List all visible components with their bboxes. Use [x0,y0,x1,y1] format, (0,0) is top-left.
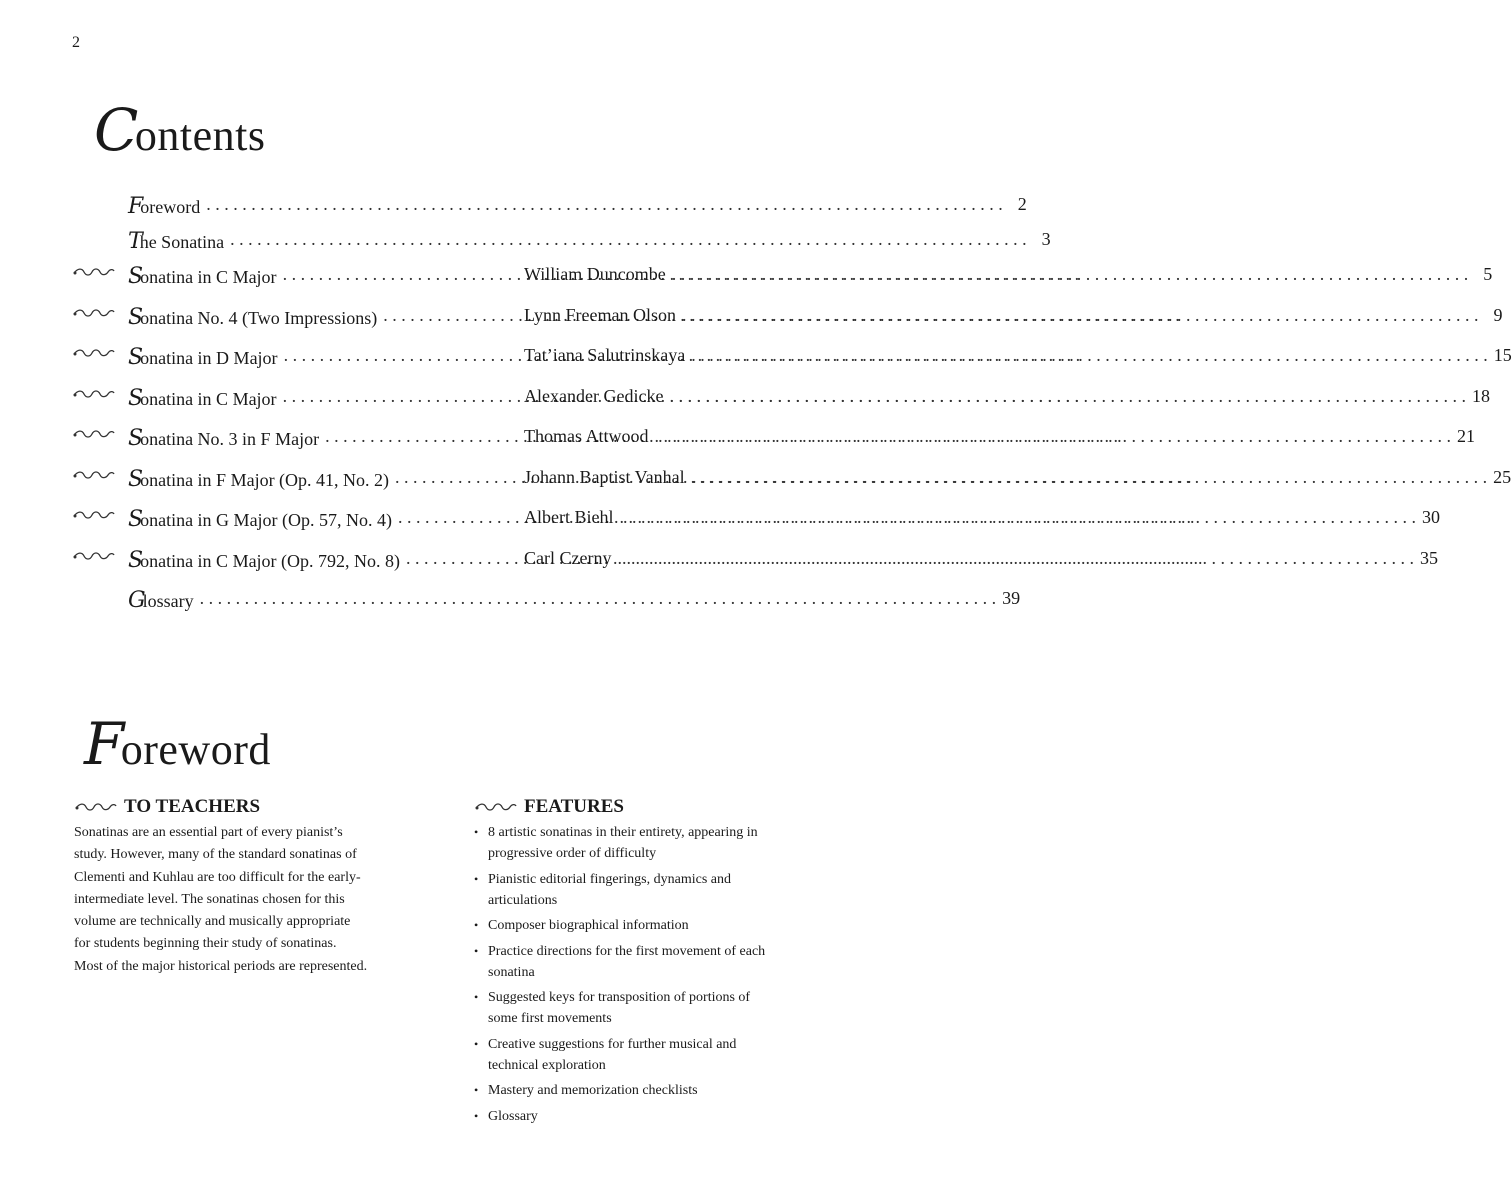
toc-entry-composer: Johann Baptist Vanhal [524,466,685,487]
toc-entry [72,588,1021,629]
to-teachers-heading-label: TO TEACHERS [124,796,261,817]
dot-leader [669,386,1466,407]
paragraph-line: intermediate level. The sonatinas chosen for this [74,891,345,907]
toc-entry-initial: S [128,547,144,573]
paragraph-line: Sonatinas are an essential part of every pianist’s [74,825,343,840]
toc-entry-left [128,345,524,370]
dot-leader [691,345,1488,366]
bullet-icon: • [474,990,479,1004]
scroll-flourish-icon [72,345,128,359]
toc-entry-composer: Lynn Freeman Olson [524,304,676,325]
toc-entry-page: 15 [1493,345,1512,365]
toc-entry [72,547,1438,589]
feature-item [474,869,830,911]
features-section [474,796,830,1131]
toc-entry-left [128,467,524,492]
feature-line: articulations [488,892,558,908]
feature-line: some first movements [488,1011,612,1026]
toc-entry-title-rest: onatina in D Major [140,348,278,368]
scroll-flourish-icon [72,386,128,400]
paragraph-line: volume are technically and musically appropriate [74,914,351,930]
toc-entry-right [524,386,1490,407]
toc-entry-right [524,426,1475,447]
scroll-flourish-icon [72,548,128,562]
toc-entry-initial: S [128,264,144,289]
feature-line: Glossary [488,1108,538,1124]
feature-line: Composer biographical information [488,918,689,933]
toc-entry [72,229,1051,264]
toc-entry-page: 39 [1002,588,1021,608]
feature-line: Pianistic editorial fingerings, dynamics and [488,871,732,887]
toc-entry-page: 3 [1041,229,1051,249]
feature-line: Mastery and memorization checklists [488,1083,698,1098]
bullet-icon: • [474,871,479,886]
dot-leader [682,305,1479,326]
features-heading [474,796,830,818]
toc-entry-right [524,264,1492,285]
dot-leader [619,507,1416,528]
toc-entry-initial: S [128,345,144,370]
feature-item [474,915,830,936]
toc-entry-title [128,467,389,492]
scroll-flourish-icon [72,507,128,521]
toc-entry-title-rest: he Sonatina [139,232,225,252]
toc-entry-title-rest: onatina in F Major (Op. 41, No. 2) [140,469,390,490]
feature-line: Creative suggestions for further musical and [488,1036,737,1052]
dot-leader [230,229,1027,250]
paragraph-line: Most of the major historical periods are represented. [74,958,368,974]
toc-entry-title [128,305,377,330]
toc-entry [72,426,1475,467]
scroll-flourish-icon [72,426,128,440]
toc-entry-title [128,426,319,451]
features-heading-label: FEATURES [524,796,624,817]
foreword-heading-rest: oreword [120,725,271,774]
toc-entry-title [128,548,400,573]
toc-entry-title [128,264,277,289]
toc-entry [72,466,1512,508]
bullet-icon: • [474,943,479,958]
toc-entry-initial: S [128,385,144,411]
features-list [474,822,830,1127]
foreword-heading [84,710,271,778]
toc-entry-composer: Alexander Gedicke [524,385,664,406]
page-number: 2 [72,34,80,51]
toc-entry-title-rest: lossary [142,591,194,611]
toc-entry-page: 18 [1471,385,1490,406]
toc-entry-composer: Tat’iana Salutrinskaya [524,345,686,365]
toc-entry-page: 9 [1493,304,1503,325]
toc-entry [72,304,1503,346]
toc-entry-title [128,386,277,411]
to-teachers-heading [74,796,434,818]
toc-entry-page: 25 [1493,466,1512,487]
feature-line: Suggested keys for transposition of portions of [488,990,751,1005]
dot-leader [691,467,1488,488]
feature-line: 8 artistic sonatinas in their entirety, appearing in [488,825,758,840]
toc-entry-page: 21 [1457,426,1475,446]
toc-entry-title [128,345,278,370]
table-of-contents [72,194,1512,629]
toc-entry-title [128,194,200,219]
toc-entry-title-rest: onatina in G Major (Op. 57, No. 4) [140,510,393,530]
toc-entry-initial: S [128,466,144,492]
paragraph-line: study. However, many of the standard sonatinas of [74,847,357,863]
bullet-icon: • [474,1036,479,1051]
feature-item [474,941,830,983]
toc-entry-title-rest: onatina No. 3 in F Major [140,429,320,449]
scroll-flourish-icon [74,801,118,813]
toc-entry-left [128,426,524,451]
foreword-heading-initial: F [84,710,125,778]
toc-entry-right [524,467,1511,488]
feature-line: Practice directions for the first movement of each [488,943,766,959]
contents-heading-initial: C [94,96,139,164]
bullet-icon: • [474,918,479,932]
feature-line: technical exploration [488,1057,606,1073]
contents-heading [94,96,266,164]
paragraph-line: for students beginning their study of sonatinas. [74,936,337,952]
toc-entry-title [128,229,224,254]
scroll-flourish-icon [72,588,128,590]
toc-entry-initial: F [128,194,144,219]
bullet-icon: • [474,1083,479,1097]
toc-entry-title [128,507,392,532]
to-teachers-paragraph [74,822,434,978]
paragraph-line: Clementi and Kuhlau are too difficult for the early- [74,869,361,885]
toc-entry-initial: S [128,304,144,330]
toc-entry-right [524,507,1440,528]
toc-entry-title-rest: onatina No. 4 (Two Impressions) [140,307,378,328]
toc-entry-title-rest: oreword [140,197,201,217]
toc-entry-composer: Thomas Attwood [524,426,649,446]
toc-entry [72,345,1512,386]
toc-entry-title-rest: onatina in C Major [140,267,277,287]
to-teachers-section [74,796,434,978]
toc-entry-right [524,305,1502,326]
feature-line: progressive order of difficulty [488,846,657,861]
feature-line: sonatina [488,964,535,980]
toc-entry-initial: G [128,588,146,613]
toc-entry-title-rest: onatina in C Major (Op. 792, No. 8) [140,550,401,571]
feature-item [474,1106,830,1127]
toc-entry-composer: Carl Czerny [524,547,612,568]
toc-entry [72,385,1490,427]
dot-leader [655,426,1452,447]
bullet-icon: • [474,825,479,839]
dot-leader [617,548,1414,569]
feature-item [474,1034,830,1076]
toc-entry-left [128,305,524,330]
scroll-flourish-icon [474,801,518,813]
toc-entry-composer: Albert Biehl [524,507,614,527]
toc-entry-initial: T [128,229,143,254]
toc-entry [72,264,1493,305]
feature-item [474,1080,830,1101]
toc-entry-page: 2 [1017,194,1027,214]
toc-entry-page: 5 [1483,264,1493,284]
toc-entry-initial: S [128,507,144,532]
toc-entry-title-rest: onatina in C Major [140,388,277,409]
toc-entry-left [128,264,524,289]
toc-entry-composer: William Duncombe [524,264,666,284]
contents-heading-rest: ontents [134,111,266,160]
scroll-flourish-icon [72,467,128,481]
toc-entry-page: 30 [1421,507,1440,527]
toc-entry-right [524,548,1438,569]
toc-entry-right [524,345,1512,366]
feature-item [474,987,830,1029]
toc-entry [72,194,1027,229]
scroll-flourish-icon [72,264,128,278]
toc-entry [72,507,1440,548]
toc-entry-left [128,386,524,411]
toc-entry-page: 35 [1419,547,1438,568]
scroll-flourish-icon [72,194,128,196]
dot-leader [200,588,997,609]
scroll-flourish-icon [72,229,128,231]
dot-leader [672,264,1469,285]
toc-entry-left [128,507,524,532]
feature-item [474,822,830,864]
dot-leader [206,194,1003,215]
bullet-icon: • [474,1108,479,1123]
scroll-flourish-icon [72,305,128,319]
toc-entry-left [128,548,524,573]
toc-entry-title [128,588,194,613]
toc-entry-initial: S [128,426,144,451]
